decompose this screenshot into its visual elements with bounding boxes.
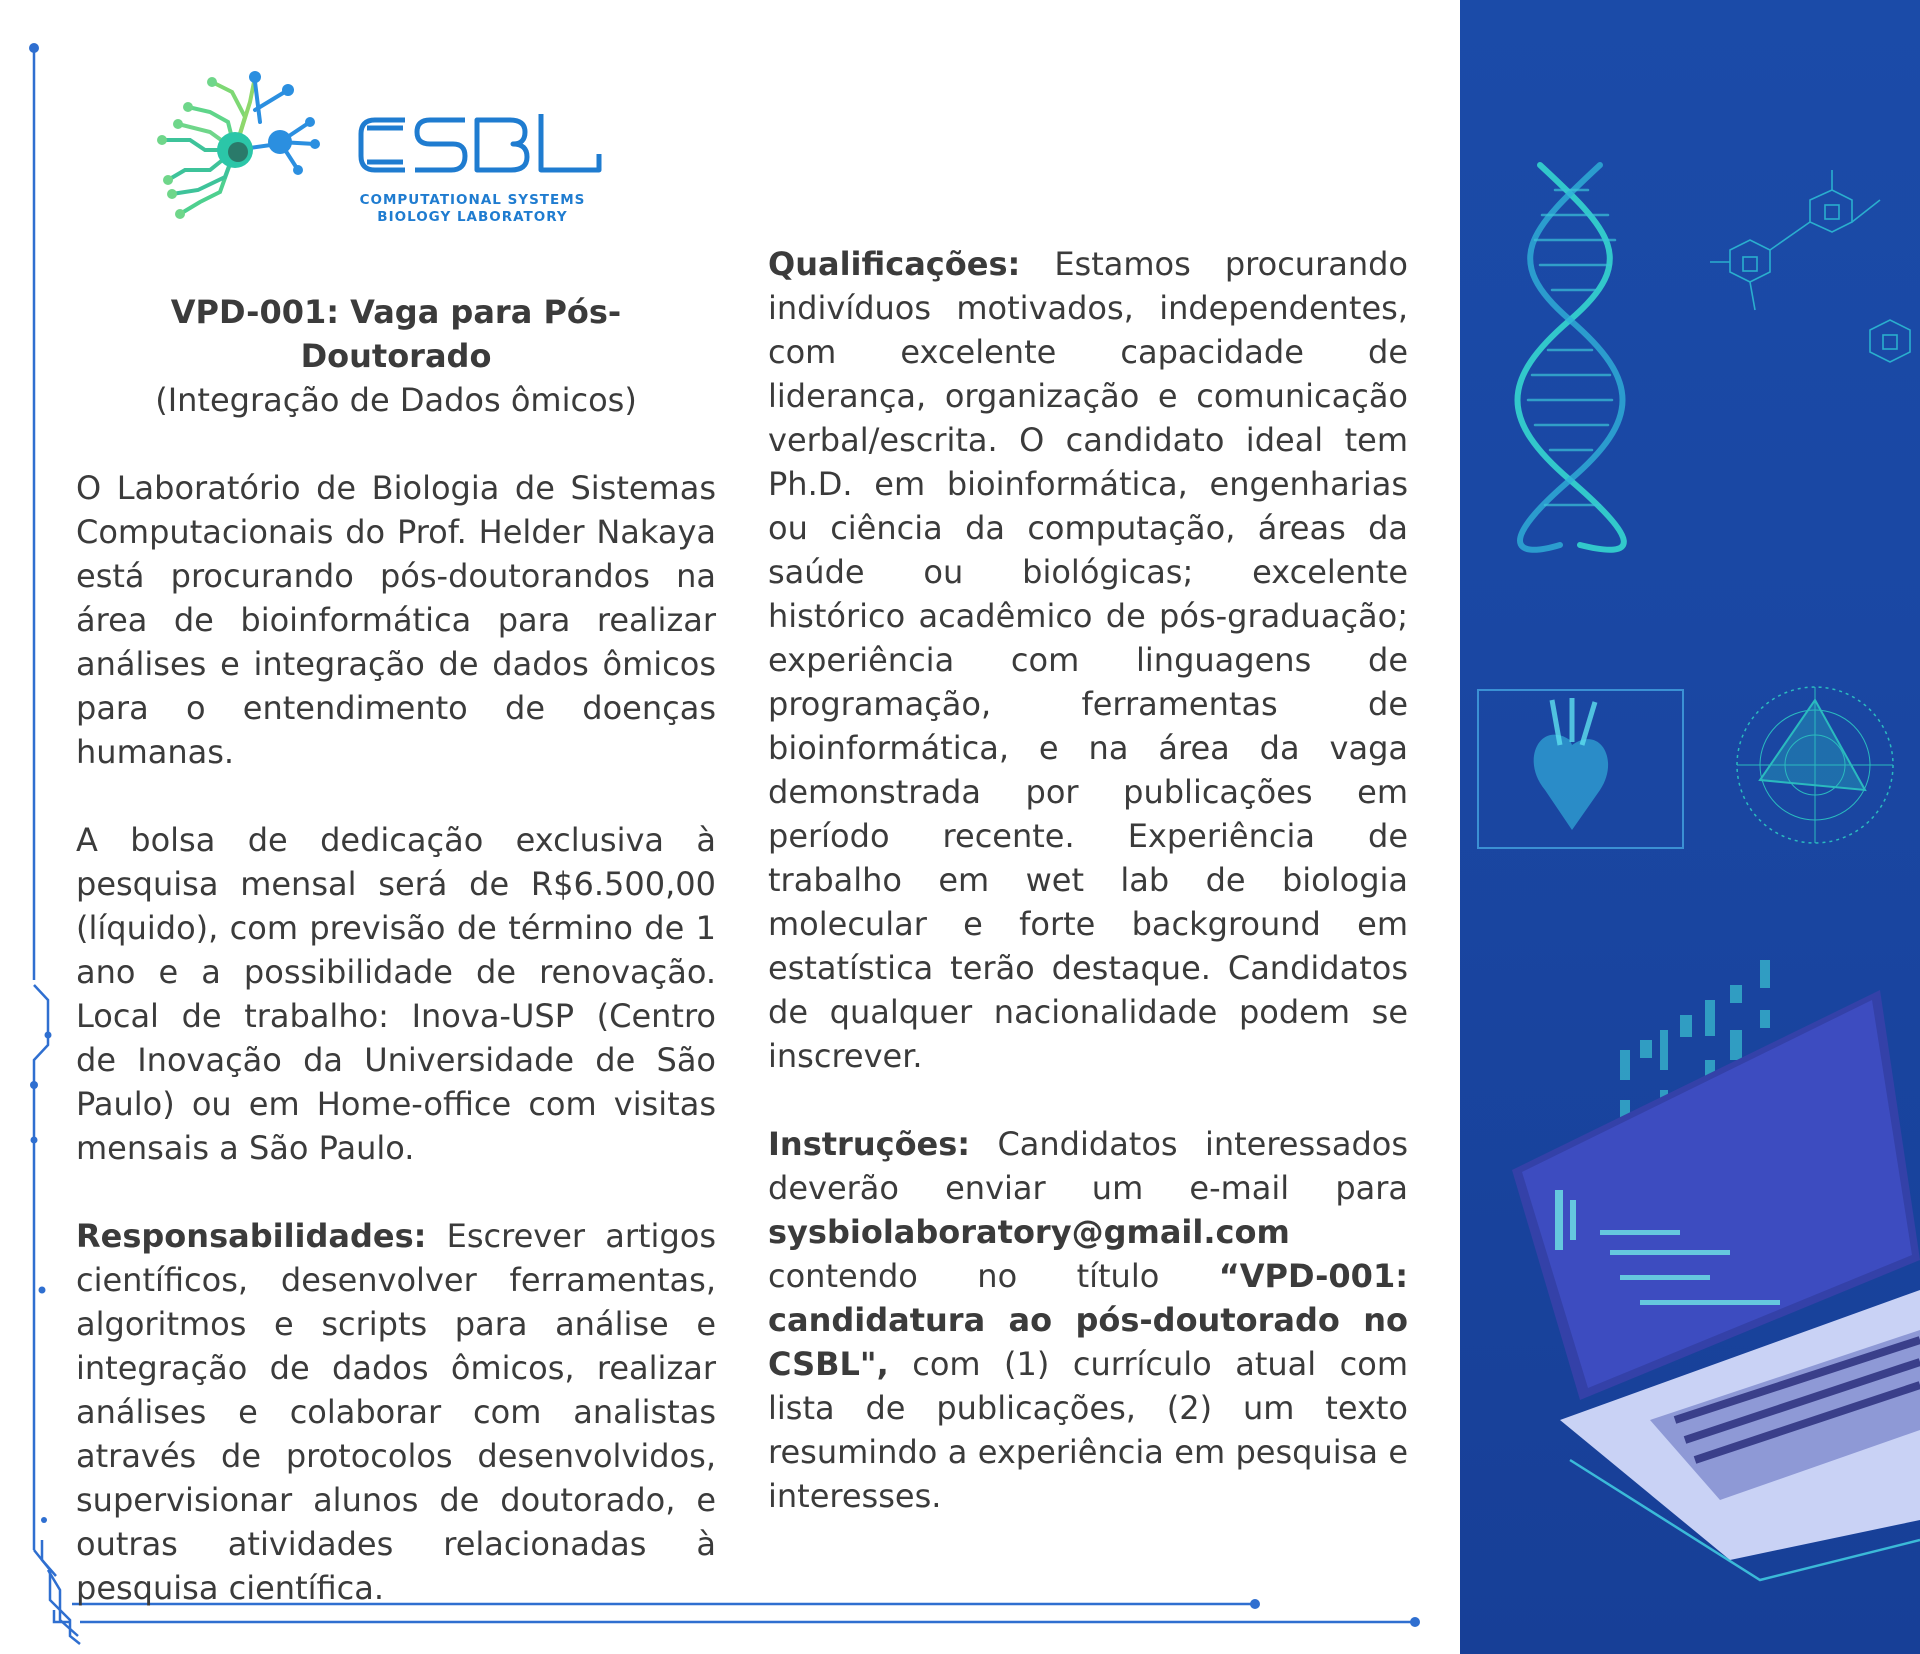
left-column [76, 290, 716, 1654]
dna-icon [1518, 165, 1624, 550]
decorative-side-panel [1460, 0, 1920, 1654]
logo-subtitle-line2: BIOLOGY LABORATORY [377, 209, 568, 225]
heart-icon [1478, 690, 1683, 848]
instrucoes-text-2: contendo no título [768, 1257, 1219, 1295]
page-subtitle: (Integração de Dados ômicos) [155, 381, 637, 419]
instrucoes-text-1: Candidatos interessados deverão enviar um e-mail para [768, 1125, 1408, 1207]
logo-subtitle-line1: COMPUTATIONAL SYSTEMS [359, 192, 586, 208]
radar-icon [1737, 687, 1893, 843]
instrucoes-paragraph [768, 1122, 1408, 1518]
email-subject: “VPD-001: candidatura ao pós-doutorado no CSBL", [768, 1257, 1408, 1383]
page-title: VPD-001: Vaga para Pós-Doutorado [170, 293, 622, 375]
instrucoes-text-3: com (1) currículo atual com lista de publicações, (2) um texto resumindo a experiência em pesquisa e interesses. [768, 1345, 1408, 1515]
qualificacoes-text: Estamos procurando indivíduos motivados, independentes, com excelente capacidade de liderança, organização e comunicação verbal/escrita. O candidato ideal tem Ph.D. em bioinformática, engenharias ou ciência da computação, áreas da saúde ou biológicas; excelente histórico acadêmico de pós-graduação; experiência com linguagens de programação, ferramentas de bioinformática, e na área da vaga demonstrada por publicações em período recente. Experiência de trabalho em wet lab de biologia molecular e forte background em estatística terão destaque. Candidatos de qualquer nacionalidade podem se inscrever. [768, 245, 1408, 1075]
csbl-wordmark [355, 110, 605, 178]
logo-subtitle [355, 192, 590, 226]
responsabilidades-paragraph [76, 1214, 716, 1610]
molecule-icon [1710, 170, 1910, 362]
qualificacoes-paragraph [768, 242, 1408, 1078]
right-column [768, 242, 1408, 1562]
neuron-icon [150, 62, 330, 237]
laptop-icon [1512, 990, 1920, 1580]
intro-paragraph: O Laboratório de Biologia de Sistemas Computacionais do Prof. Helder Nakaya está procurando pós-doutorandos na área de bioinformática para realizar análises e integração de dados ômicos para o entendimento de doenças humanas. [76, 469, 716, 771]
contact-email[interactable]: sysbiolaboratory@gmail.com [768, 1213, 1290, 1251]
responsabilidades-label: Responsabilidades: [76, 1217, 427, 1255]
instrucoes-label: Instruções: [768, 1125, 971, 1163]
responsabilidades-text: Escrever artigos científicos, desenvolver ferramentas, algoritmos e scripts para análise e integração de dados ômicos, realizar análises e colaborar com analistas através de protocolos desenvolvidos, supervisionar alunos de doutorado, e outras atividades relacionadas à pesquisa científica. [76, 1217, 716, 1607]
bolsa-paragraph: A bolsa de dedicação exclusiva à pesquisa mensal será de R$6.500,00 (líquido), com previsão de término de 1 ano e a possibilidade de renovação. Local de trabalho: Inova-USP (Centro de Inovação da Universidade de São Paulo) ou em Home-office com visitas mensais a São Paulo. [76, 821, 716, 1167]
panel-illustration [1460, 0, 1920, 1654]
qualificacoes-label: Qualificações: [768, 245, 1021, 283]
